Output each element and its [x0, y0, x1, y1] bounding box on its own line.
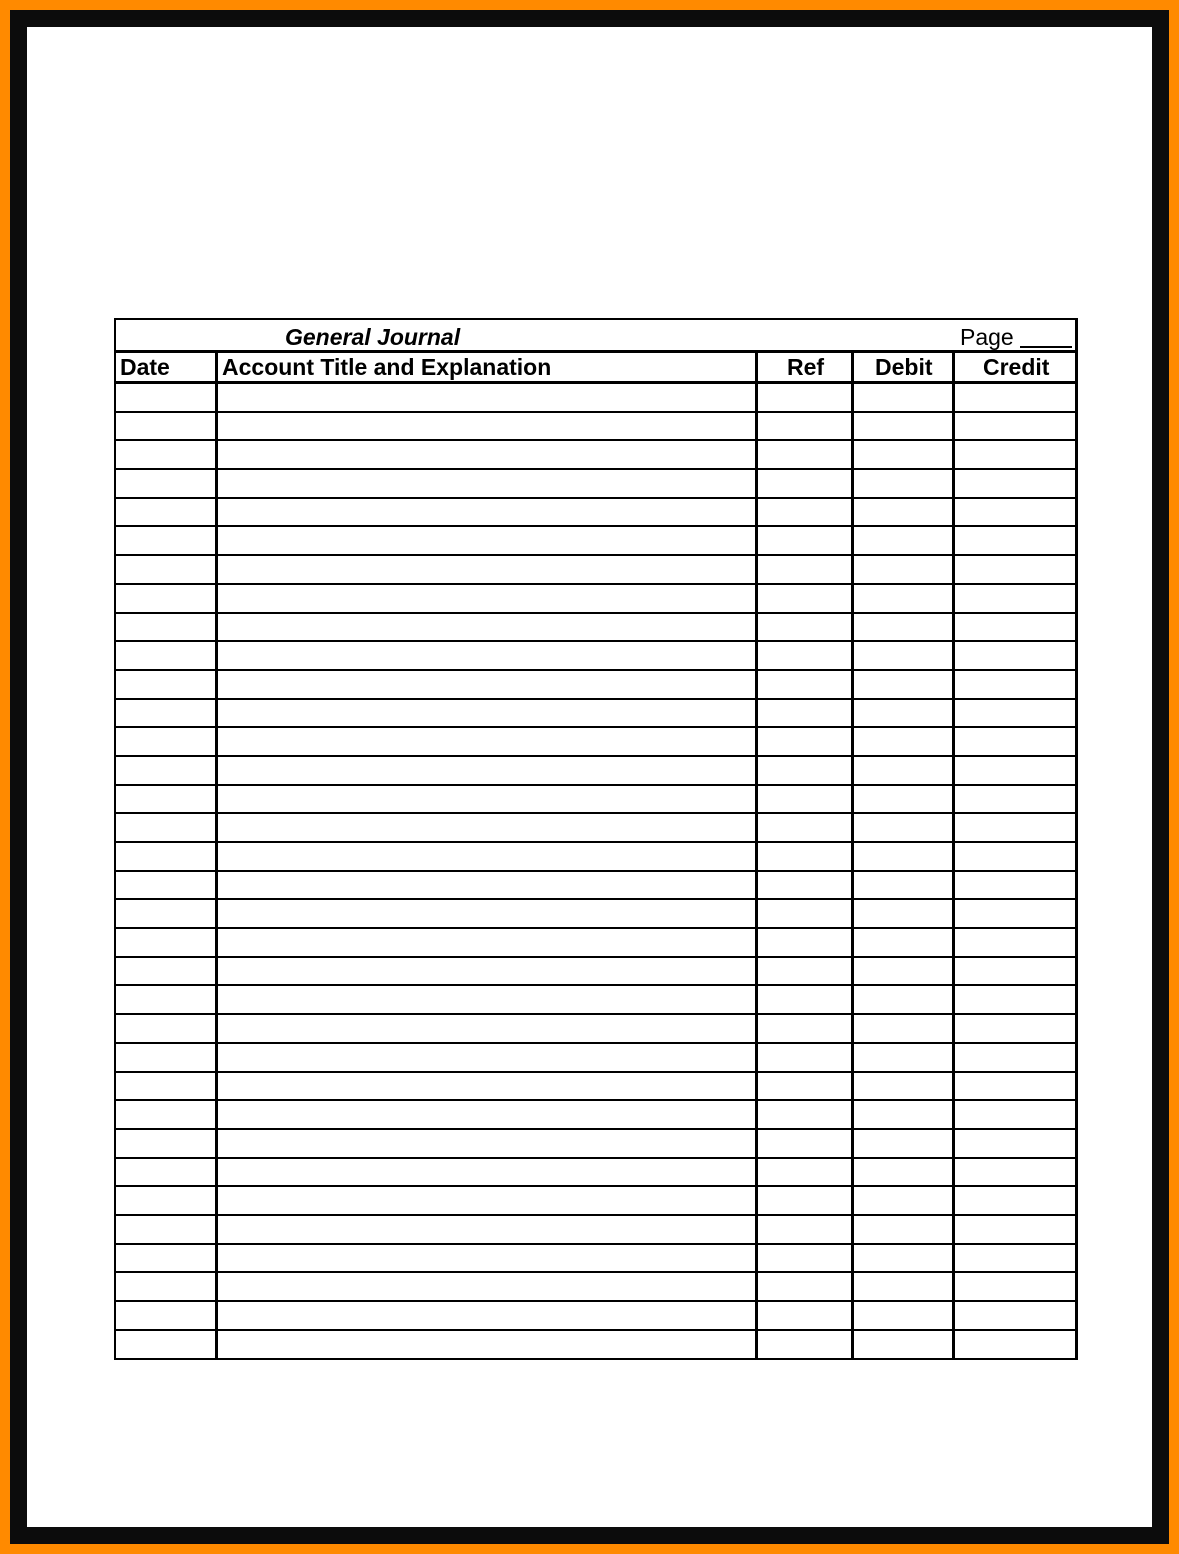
table-row[interactable] — [116, 1101, 1075, 1130]
table-row[interactable] — [116, 728, 1075, 757]
table-row[interactable] — [116, 642, 1075, 671]
table-row[interactable] — [116, 470, 1075, 499]
general-journal-form — [114, 318, 1078, 1360]
table-row[interactable] — [116, 556, 1075, 585]
credit-column-header: Credit — [983, 354, 1050, 380]
table-row[interactable] — [116, 986, 1075, 1015]
table-row[interactable] — [116, 872, 1075, 901]
journal-title-row — [116, 320, 1075, 353]
table-row[interactable] — [116, 700, 1075, 729]
table-row[interactable] — [116, 441, 1075, 470]
table-row[interactable] — [116, 1245, 1075, 1274]
account-column-header: Account Title and Explanation — [222, 354, 552, 380]
table-row[interactable] — [116, 1073, 1075, 1102]
table-row[interactable] — [116, 757, 1075, 786]
table-row[interactable] — [116, 1044, 1075, 1073]
table-row[interactable] — [116, 499, 1075, 528]
page-number-blank[interactable] — [1020, 346, 1072, 348]
table-row[interactable] — [116, 1130, 1075, 1159]
table-row[interactable] — [116, 527, 1075, 556]
table-row[interactable] — [116, 1302, 1075, 1331]
date-column-header: Date — [120, 354, 170, 380]
table-row[interactable] — [116, 814, 1075, 843]
table-row[interactable] — [116, 1187, 1075, 1216]
table-row[interactable] — [116, 671, 1075, 700]
table-row[interactable] — [116, 929, 1075, 958]
table-row[interactable] — [116, 786, 1075, 815]
column-header-row — [116, 353, 1075, 384]
table-row[interactable] — [116, 1273, 1075, 1302]
table-row[interactable] — [116, 384, 1075, 413]
page-label: Page — [960, 324, 1014, 350]
journal-title: General Journal — [285, 324, 461, 350]
table-row[interactable] — [116, 1159, 1075, 1188]
table-row[interactable] — [116, 1015, 1075, 1044]
ref-column-header: Ref — [787, 354, 825, 380]
table-row[interactable] — [116, 843, 1075, 872]
table-row[interactable] — [116, 1216, 1075, 1245]
table-row[interactable] — [116, 1331, 1075, 1360]
journal-entry-rows — [116, 384, 1075, 1359]
table-row[interactable] — [116, 900, 1075, 929]
table-row[interactable] — [116, 958, 1075, 987]
debit-column-header: Debit — [875, 354, 933, 380]
table-row[interactable] — [116, 614, 1075, 643]
table-row[interactable] — [116, 585, 1075, 614]
table-row[interactable] — [116, 413, 1075, 442]
